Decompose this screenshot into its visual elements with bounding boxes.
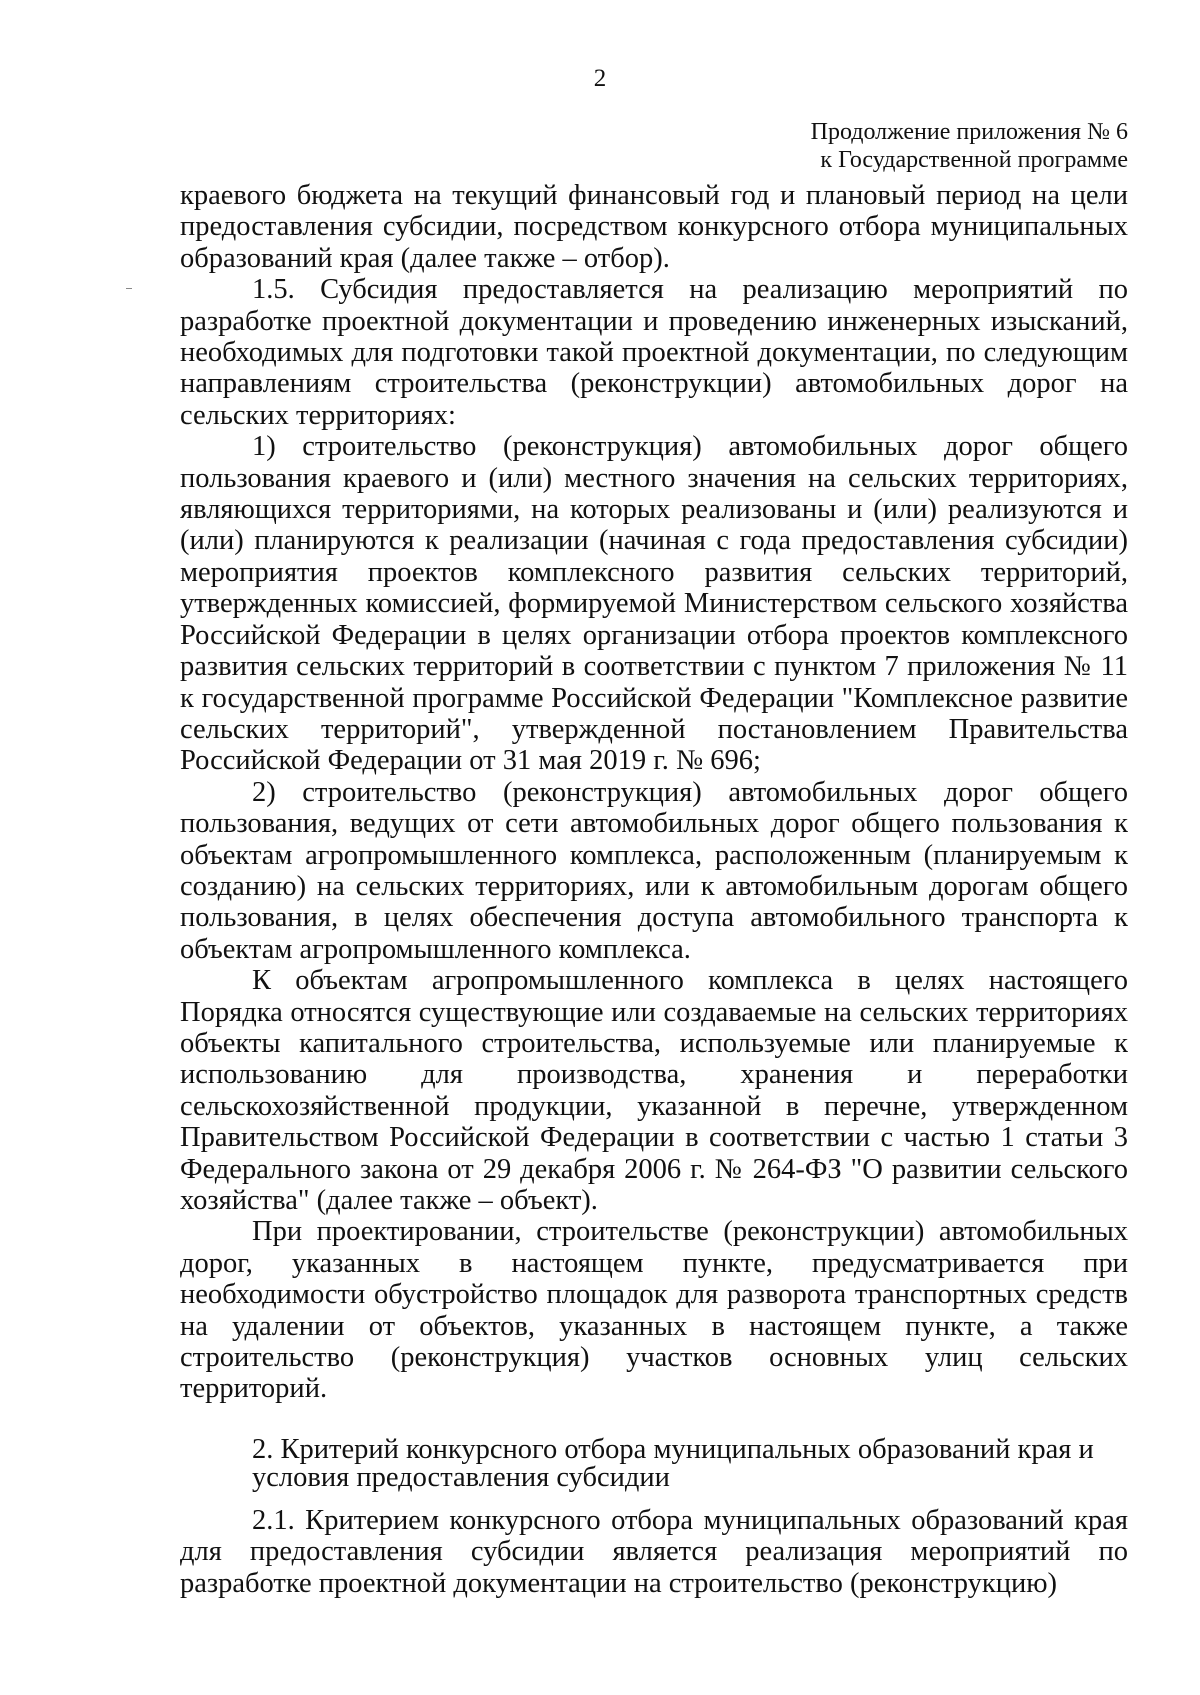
- margin-mark: [126, 288, 132, 289]
- appendix-note-line-1: Продолжение приложения № 6: [810, 119, 1128, 145]
- paragraph-item-1: 1) строительство (реконструкция) автомобильных дорог общего пользования краевого и (или) местного значения на сельских территориях, являющихся территориями, на которых реализованы и (или) реализуются и (или) планируются к реализации (начиная с года предоставления субсидии) мероприятия проектов комплексного развития сельских территорий, утвержденных комиссией, формируемой Министерством сельского хозяйства Российской Федерации в целях организации отбора проектов комплексного развития сельских территорий в соответствии с пунктом 7 приложения № 11 к государственной программе Российской Федерации "Комплексное развитие сельских территорий", утвержденной постановлением Правительства Российской Федерации от 31 мая 2019 г. № 696;: [180, 431, 1128, 777]
- paragraph-2-1: 2.1. Критерием конкурсного отбора муниципальных образований края для предоставления субсидии является реализация мероприятий по разработке проектной документации на строительство (реконструкцию): [180, 1504, 1128, 1599]
- document-body: [180, 180, 1128, 1599]
- paragraph-agro-objects: К объектам агропромышленного комплекса в целях настоящего Порядка относятся существующие или создаваемые на сельских территориях объекты капитального строительства, используемые или планируемые к использованию для производства, хранения и переработки сельскохозяйственной продукции, указанной в перечне, утвержденном Правительством Российской Федерации в соответствии с частью 1 статьи 3 Федерального закона от 29 декабря 2006 г. № 264-ФЗ "О развитии сельского хозяйства" (далее также – объект).: [180, 965, 1128, 1216]
- appendix-note-line-2: к Государственной программе: [820, 147, 1128, 173]
- paragraph-1-5: 1.5. Субсидия предоставляется на реализацию мероприятий по разработке проектной документации и проведению инженерных изысканий, необходимых для подготовки такой проектной документации, по следующим направлениям строительства (реконструкции) автомобильных дорог на сельских территориях:: [180, 274, 1128, 431]
- paragraph-continuation: краевого бюджета на текущий финансовый год и плановый период на цели предоставления субсидии, посредством конкурсного отбора муниципальных образований края (далее также – отбор).: [180, 180, 1128, 274]
- paragraph-item-2: 2) строительство (реконструкция) автомобильных дорог общего пользования, ведущих от сети автомобильных дорог общего пользования к объектам агропромышленного комплекса, расположенным (планируемым к созданию) на сельских территориях, или к автомобильным дорогам общего пользования, в целях обеспечения доступа автомобильного транспорта к объектам агропромышленного комплекса.: [180, 776, 1128, 965]
- section-heading-2: 2. Критерий конкурсного отбора муниципальных образований края и условия предоставления субсидии: [252, 1433, 1094, 1493]
- appendix-note: [811, 118, 1128, 174]
- page-number: 2: [593, 65, 607, 92]
- paragraph-design: При проектировании, строительстве (реконструкции) автомобильных дорог, указанных в настоящем пункте, предусматривается при необходимости обустройство площадок для разворота транспортных средств на удалении от объектов, указанных в настоящем пункте, а также строительство (реконструкция) участков основных улиц сельских территорий.: [180, 1216, 1128, 1405]
